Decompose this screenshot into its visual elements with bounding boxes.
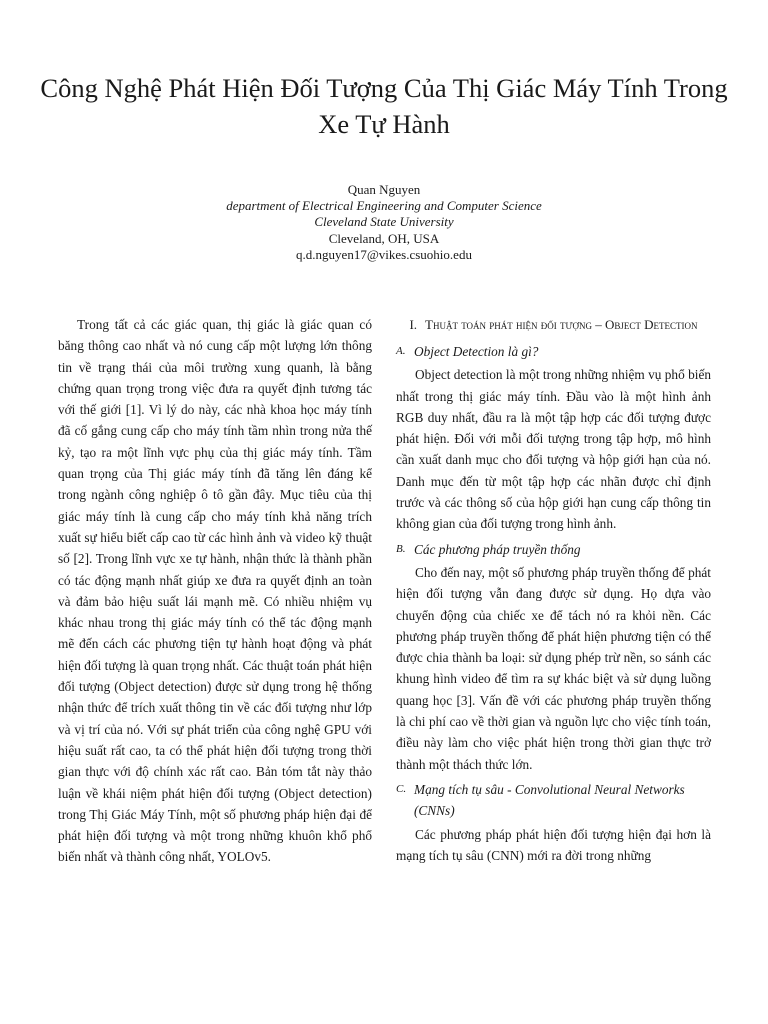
subsection-title: Các phương pháp truyền thống bbox=[414, 541, 581, 557]
subsection-paragraph: Object detection là một trong những nhiệm vụ phổ biến nhất trong thị giác máy tính. Đầu vào là một hình ảnh RGB duy nhất, đầu ra là một tập hợp các đối tượng được phát hiện. Đối với mỗi đối tượng trong tập hợp, mô hình cần xuất danh mục cho đối tượng và hộp giới hạn của nó. Danh mục đến từ một tập hợp các nhãn được chỉ định trước và các thông số của hộp giới hạn cung cấp thông tin không gian của đối tượng trong hình ảnh. bbox=[396, 367, 711, 532]
subsection-title: Mạng tích tụ sâu - Convolutional Neural Networks (CNNs) bbox=[414, 781, 685, 819]
section-number: I. bbox=[409, 317, 418, 332]
section-heading bbox=[396, 314, 711, 335]
author-name: Quan Nguyen bbox=[347, 182, 421, 197]
abstract-paragraph: Trong tất cả các giác quan, thị giác là giác quan có băng thông cao nhất và nó cung cấp một lượng lớn thông tin về trạng thái của môi trường xung quanh, là bằng chứng quan trọng trong việc đưa ra quyết định tương tác với thế giới [1]. Vì lý do này, các nhà khoa học máy tính đã cố gắng cung cấp cho máy tính tầm nhìn trong nửa thế kỷ, tạo ra một lĩnh vực phụ của thị giác máy tính. Tầm quan trọng của Thị giác máy tính đã tăng lên đáng kể trong ngành công nghiệp ô tô gần đây. Mục tiêu của thị giác máy tính là cung cấp cho máy tính khả năng trích xuất sự hiểu biết cấp cao từ các hình ảnh và video kỹ thuật số [2]. Trong lĩnh vực xe tự hành, nhận thức là thành phần có tác động mạnh nhất giúp xe đưa ra quyết định an toàn và đảm bảo hiệu suất lái mạnh mẽ. Có nhiều nhiệm vụ khác nhau trong thị giác máy tính có thể tác động mạnh mẽ đến cách các phương tiện tự hành hoạt động và phát hiện đối tượng là quan trọng nhất. Các thuật toán phát hiện đối tượng (Object detection) được sử dụng trong hệ thống nhận thức để trích xuất thông tin về các đối tượng như lớp và vị trí của nó. Với sự phát triển của công nghệ GPU với hiệu suất rất cao, ta có thể phát hiện đối tượng trong thời gian thực với độ chính xác rất cao. Bản tóm tắt này thảo luận về khái niệm phát hiện đối tượng (Object detection) trong Thị Giác Máy Tính, một số phương pháp hiện đại để phát hiện đối tượng và một trong những khuôn khổ phổ biến nhất và thành công nhất, YOLOv5. bbox=[58, 317, 372, 865]
subsection-letter: A. bbox=[396, 345, 406, 357]
subsection-paragraph: Các phương pháp phát hiện đối tượng hiện đại hơn là mạng tích tụ sâu (CNN) mới ra đời trong những bbox=[396, 826, 711, 863]
subsection-paragraph: Cho đến nay, một số phương pháp truyền thống để phát hiện đối tượng vẫn đang được sử dụng. Họ dựa vào chuyển động của chiếc xe để tách nó ra khỏi nền. Các phương pháp truyền thống để phát hiện phương tiện có thể được chia thành ba loại: sử dụng phép trừ nền, so sánh các khung hình video để tìm ra sự khác biệt và sử dụng luồng quang học [3]. Vấn đề với các phương pháp truyền thống là chi phí cao về thời gian và nguồn lực cho việc tính toán, điều này làm cho việc phát hiện trong thời gian thực trở thành một thách thức lớn. bbox=[396, 564, 711, 772]
section-title: Thuật toán phát hiện đối tượng – Object Detection bbox=[425, 317, 698, 332]
author-department: department of Electrical Engineering and Computer Science bbox=[226, 198, 542, 214]
author-university: Cleveland State University bbox=[314, 214, 454, 230]
left-column bbox=[58, 314, 372, 868]
subsection-letter: C. bbox=[396, 782, 407, 795]
subsection-heading bbox=[396, 539, 711, 560]
subsection-title: Object Detection là gì? bbox=[414, 344, 539, 359]
paper-title: Công Nghệ Phát Hiện Đối Tượng Của Thị Giác Máy Tính Trong Xe Tự Hành bbox=[40, 73, 728, 139]
subsection-heading bbox=[396, 779, 711, 822]
author-block bbox=[84, 182, 684, 263]
right-column bbox=[396, 314, 711, 866]
subsection-letter: B. bbox=[396, 542, 406, 555]
subsection-heading bbox=[396, 341, 711, 362]
author-location: Cleveland, OH, USA bbox=[328, 230, 440, 246]
author-email: q.d.nguyen17@vikes.csuohio.edu bbox=[296, 246, 472, 262]
